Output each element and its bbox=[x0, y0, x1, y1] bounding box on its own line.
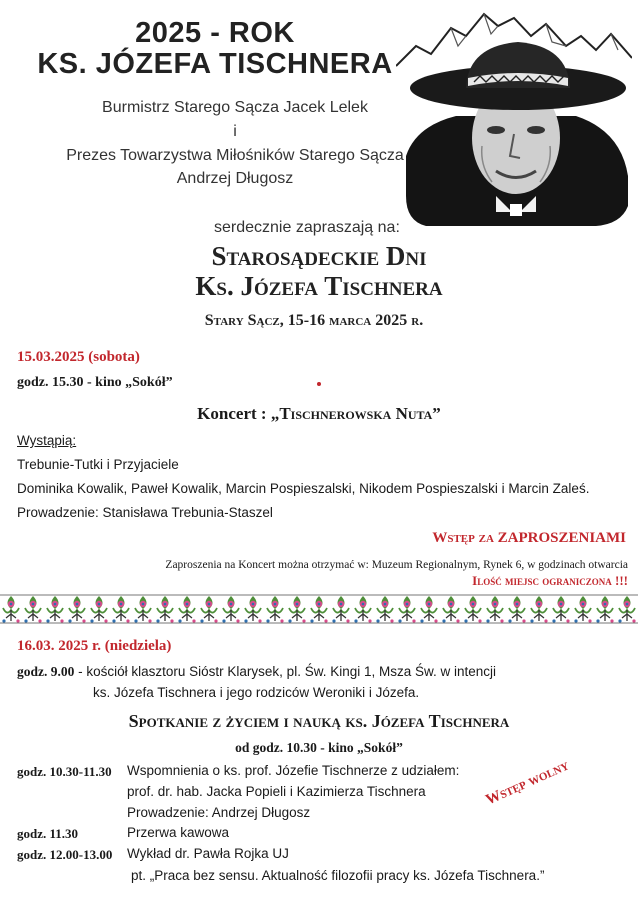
schedule-1-line3: Prowadzenie: Andrzej Długosz bbox=[127, 805, 311, 820]
day1-date: 15.03.2025 (sobota) bbox=[17, 349, 140, 365]
schedule-1-line1: Wspomnienia o ks. prof. Józefie Tischnerze z udziałem: bbox=[127, 763, 460, 778]
concert-host: Prowadzenie: Stanisława Trebunia-Staszel bbox=[17, 505, 273, 520]
organizer-mayor: Burmistrz Starego Sącza Jacek Lelek bbox=[102, 99, 368, 116]
schedule-time-1: godz. 10.30-11.30 bbox=[17, 764, 112, 779]
tischner-portrait bbox=[396, 6, 632, 228]
concert-name: „Tischnerowska Nuta” bbox=[270, 404, 441, 423]
schedule-2-line1: Przerwa kawowa bbox=[127, 825, 230, 840]
title-name: KS. JÓZEFA TISCHNERA bbox=[37, 48, 393, 80]
invite-text: serdecznie zapraszają na: bbox=[214, 219, 400, 236]
concert-title bbox=[0, 404, 638, 424]
entry-prefix: Wstęp za bbox=[432, 530, 498, 546]
day1-time: godz. 15.30 - kino „Sokół” bbox=[17, 375, 173, 390]
lecture-title: pt. „Praca bez sensu. Aktualność filozofii pracy ks. Józefa Tischnera.” bbox=[131, 868, 545, 883]
mass-time: godz. 9.00 bbox=[17, 664, 75, 679]
organizer-and: i bbox=[233, 123, 237, 140]
invitations-info: Zaproszenia na Koncert można otrzymać w: Muzeum Regionalnym, Rynek 6, w godzinach otwarcia bbox=[165, 559, 628, 571]
schedule-time-2: godz. 11.30 bbox=[17, 826, 79, 841]
title-year: 2025 - ROK bbox=[135, 17, 295, 49]
organizer-president-name: Andrzej Długosz bbox=[176, 170, 294, 187]
entry-main: ZAPROSZENIAMI bbox=[497, 530, 626, 546]
event-title-line2: Ks. Józefa Tischnera bbox=[195, 271, 443, 301]
concert-prefix: Koncert : bbox=[197, 404, 271, 423]
mass-line1 bbox=[17, 664, 496, 680]
entry-invitations bbox=[432, 530, 626, 547]
organizer-president: Prezes Towarzystwa Miłośników Starego Sącza bbox=[66, 147, 404, 164]
performers-line1: Trebunie-Tutki i Przyjaciele bbox=[17, 457, 179, 472]
schedule-3-line1: Wykład dr. Pawła Rojka UJ bbox=[127, 846, 289, 861]
red-dot bbox=[317, 382, 321, 386]
performers-label: Wystąpią: bbox=[17, 433, 77, 448]
schedule-1-line2: prof. dr. hab. Jacka Popieli i Kazimierza Tischnera bbox=[127, 784, 426, 799]
mass-line2: ks. Józefa Tischnera i jego rodziców Weroniki i Józefa. bbox=[93, 685, 420, 700]
day2-date: 16.03. 2025 r. (niedziela) bbox=[17, 638, 172, 654]
event-place-date: Stary Sącz, 15-16 marca 2025 r. bbox=[204, 312, 424, 329]
meeting-time: od godz. 10.30 - kino „Sokół” bbox=[235, 740, 403, 755]
limited-seats: Ilość miejsc ograniczona !!! bbox=[472, 573, 628, 588]
folk-ornament-border bbox=[0, 594, 638, 624]
mass-text: - kościół klasztoru Sióstr Klarysek, pl. Św. Kingi 1, Msza Św. w intencji bbox=[74, 664, 497, 679]
event-title-line1: Starosądeckie Dni bbox=[211, 241, 427, 271]
meeting-title: Spotkanie z życiem i nauką ks. Józefa Tischnera bbox=[128, 711, 510, 731]
free-entry-stamp: Wstęp wolny bbox=[483, 757, 572, 809]
performers-line2: Dominika Kowalik, Paweł Kowalik, Marcin Pospieszalski, Nikodem Pospieszalski i Marcin Zaleś. bbox=[17, 481, 590, 496]
schedule-time-3: godz. 12.00-13.00 bbox=[17, 847, 113, 862]
